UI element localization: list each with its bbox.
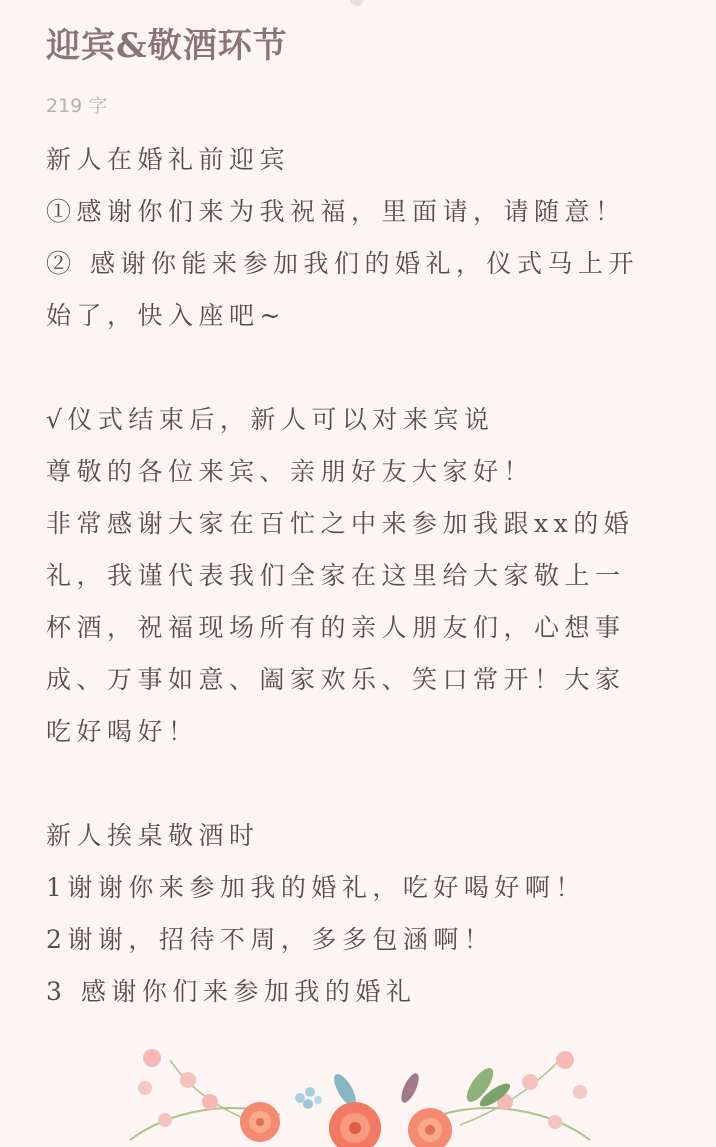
text-line-greeting-heading: 新人在婚礼前迎宾 xyxy=(46,145,291,174)
text-line-speech-1: 尊敬的各位来宾、亲朋好友大家好！ xyxy=(46,457,535,486)
text-line-toast-heading: 新人挨桌敬酒时 xyxy=(46,821,260,850)
text-line-speech-4: 杯酒，祝福现场所有的亲人朋友们，心想事 xyxy=(46,613,626,642)
blank-line xyxy=(46,758,678,810)
text-line-speech-2: 非常感谢大家在百忙之中来参加我跟xx的婚 xyxy=(46,509,635,538)
word-count: 219 字 xyxy=(46,95,108,117)
blank-line xyxy=(46,342,678,394)
text-line-greeting-1: ①感谢你们来为我祝福，里面请，请随意！ xyxy=(46,197,626,226)
text-line-toast-3: 3 感谢你们来参加我的婚礼 xyxy=(46,977,417,1006)
text-line-greeting-2a: ② 感谢你能来参加我们的婚礼，仪式马上开 xyxy=(46,249,639,278)
text-line-toast-2: 2谢谢，招待不周，多多包涵啊！ xyxy=(46,925,495,954)
floral-border-illustration xyxy=(110,1040,610,1147)
text-line-speech-3: 礼，我谨代表我们全家在这里给大家敬上一 xyxy=(46,561,626,590)
note-title: 迎宾&敬酒环节 xyxy=(46,26,288,66)
text-line-after-ceremony-heading: √仪式结束后，新人可以对来宾说 xyxy=(46,405,495,434)
text-line-toast-1: 1谢谢你来参加我的婚礼，吃好喝好啊！ xyxy=(46,873,586,902)
scroll-indicator xyxy=(350,0,364,6)
note-body[interactable] xyxy=(46,134,678,1018)
text-line-speech-5: 成、万事如意、阖家欢乐、笑口常开！大家 xyxy=(46,665,626,694)
text-line-speech-6: 吃好喝好！ xyxy=(46,717,199,746)
text-line-greeting-2b: 始了，快入座吧~ xyxy=(46,301,286,330)
